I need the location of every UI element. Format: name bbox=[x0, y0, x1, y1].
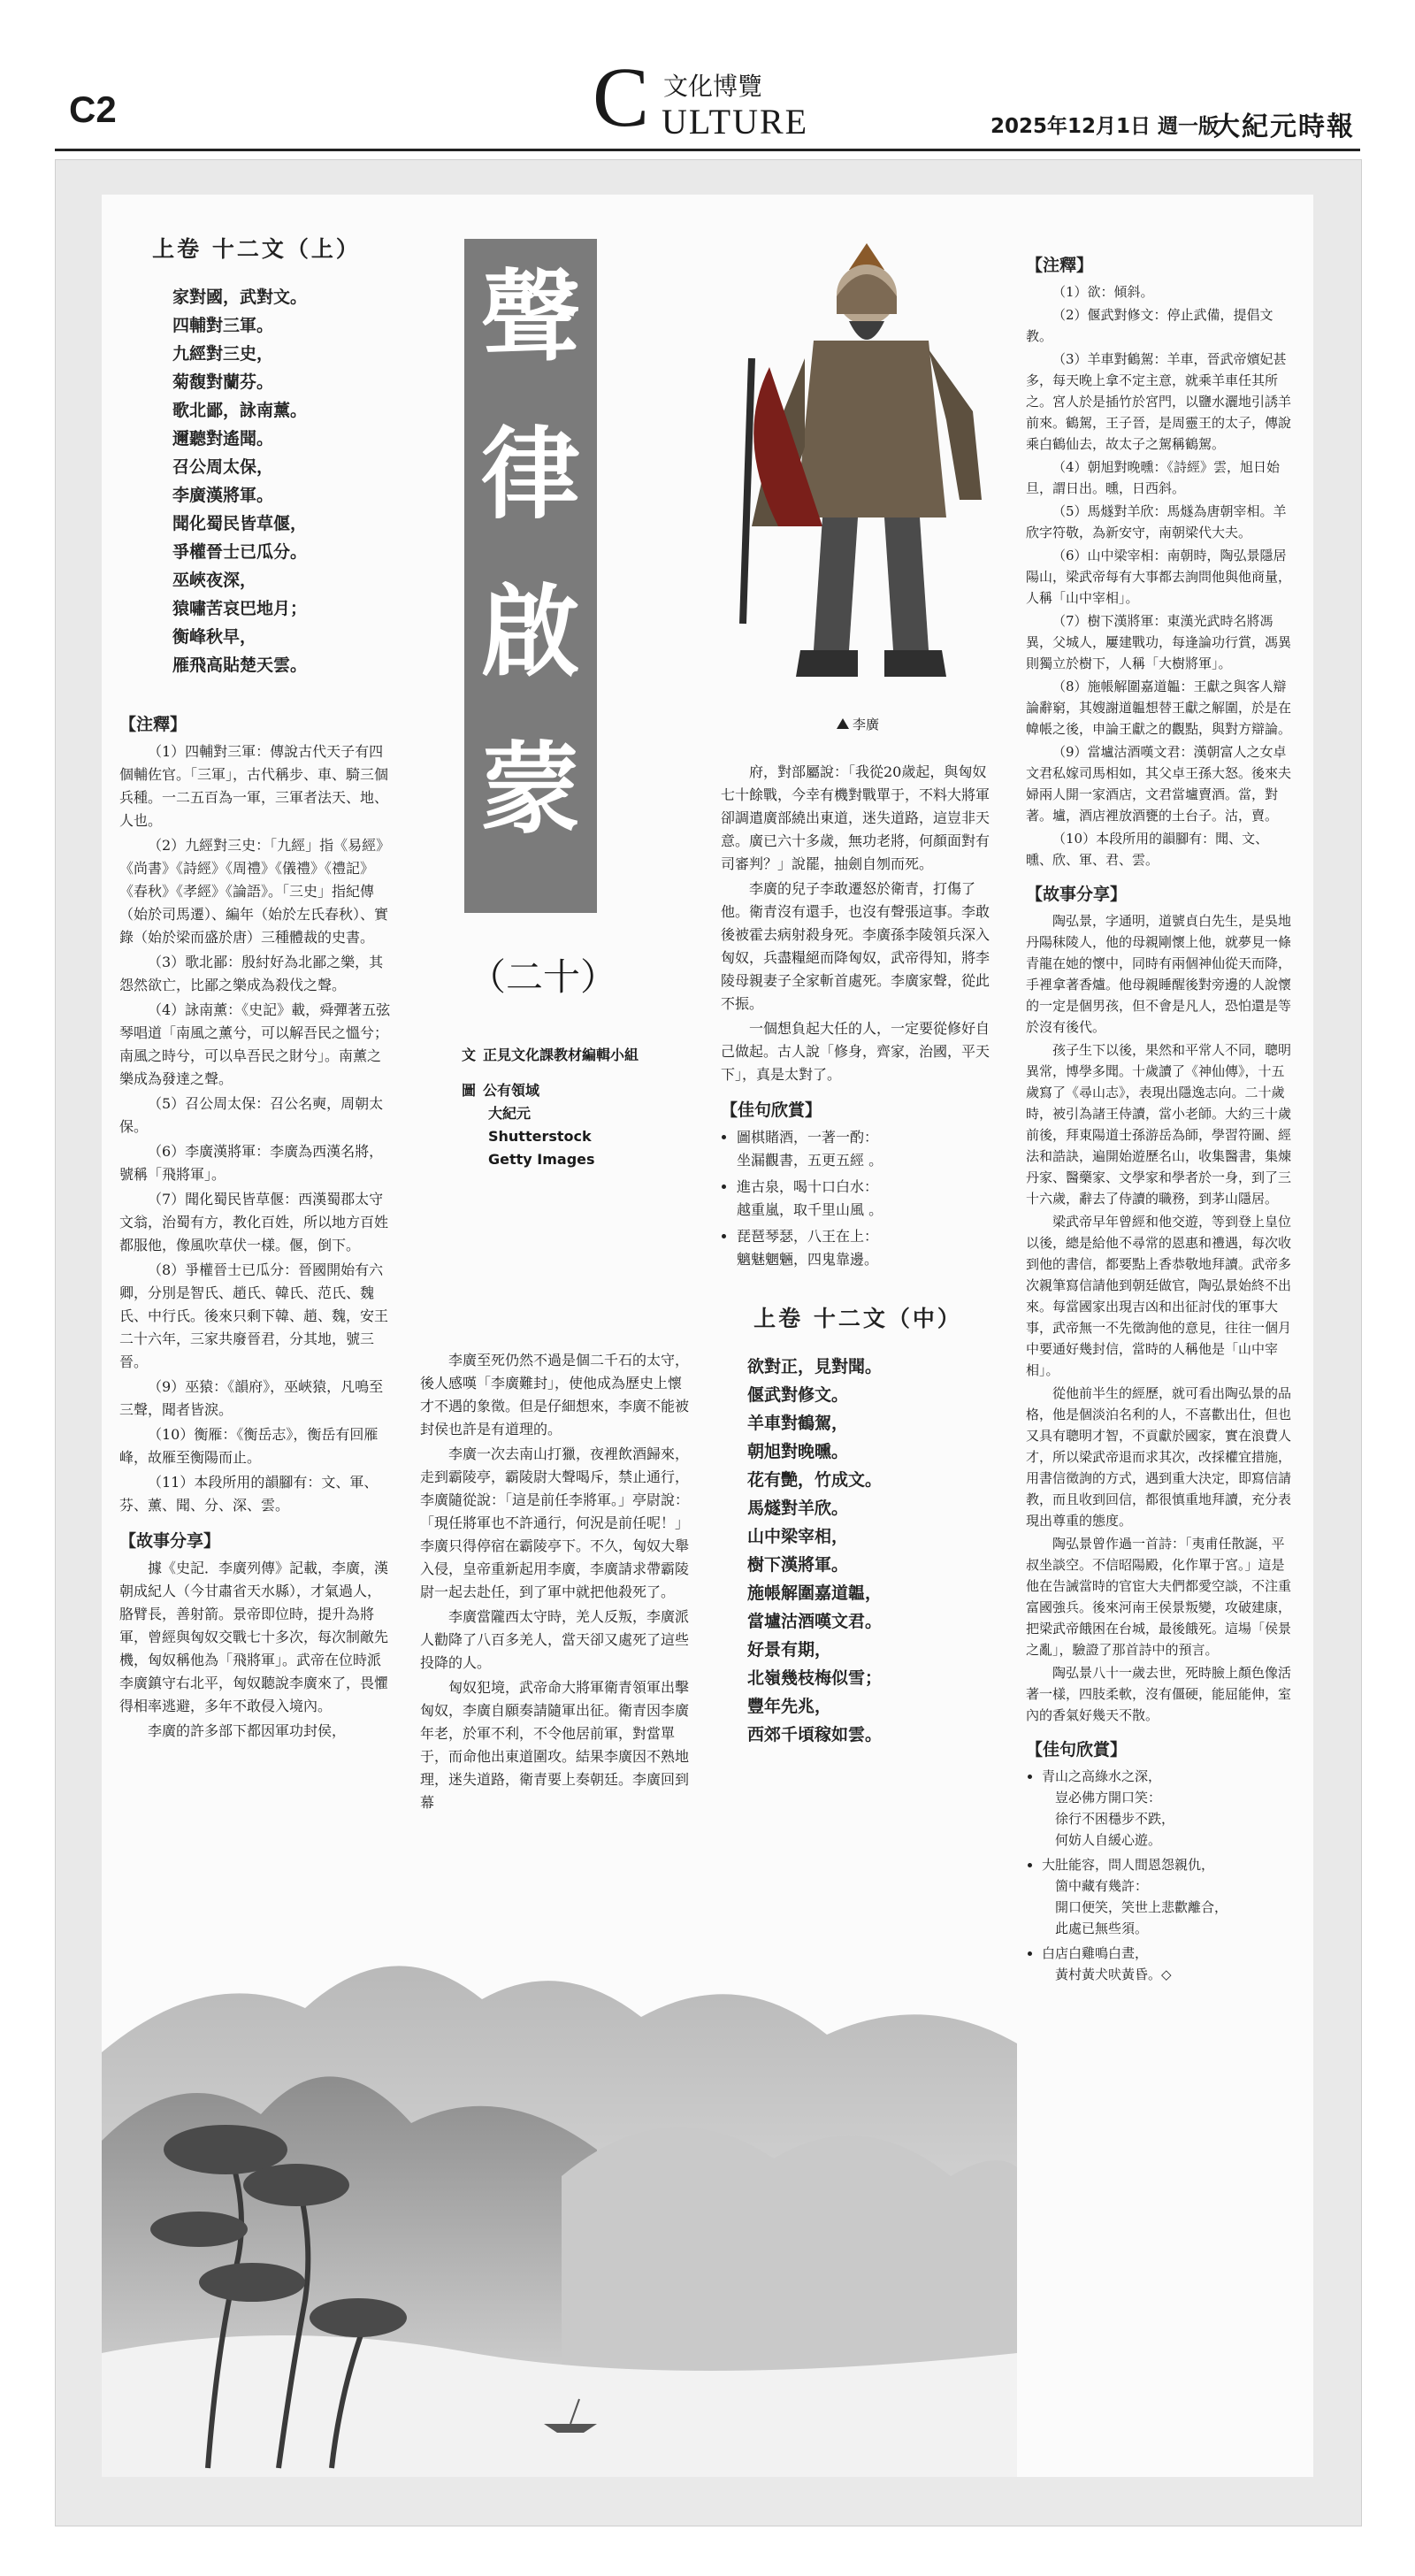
poem-line: 樹下漢將軍。 bbox=[747, 1555, 849, 1575]
poem-line: 家對國，武對文。 bbox=[172, 288, 308, 307]
poem-line: 欲對正，見對聞。 bbox=[747, 1357, 883, 1376]
left-column bbox=[119, 232, 394, 1744]
verse-line: 此處已無些須。 bbox=[1055, 1920, 1149, 1936]
credit-text: 正見文化課教材編輯小組 bbox=[483, 1046, 639, 1063]
verse-line: 魑魅魍魎，四鬼靠邊。 bbox=[737, 1251, 879, 1268]
story-paragraph: 李廣的許多部下都因軍功封侯， bbox=[148, 1722, 347, 1739]
verse-item bbox=[737, 1126, 995, 1172]
part-number: （二十） bbox=[469, 955, 618, 999]
poem-line: 施帳解圍嘉道韞， bbox=[747, 1583, 883, 1603]
verse-line: 箇中藏有幾許： bbox=[1055, 1878, 1149, 1894]
verse-item bbox=[1042, 1766, 1291, 1851]
poem-line: 爭權晉士已瓜分。 bbox=[172, 542, 308, 562]
title-char: 蒙 bbox=[481, 732, 580, 847]
story-paragraph: 李廣當隴西太守時，羌人反叛，李廣派人勸降了八百多羌人，當天卻又處死了這些投降的人。 bbox=[420, 1608, 690, 1671]
story-paragraph: 李廣的兒子李敢遷怒於衛青，打傷了他。衛青沒有還手，也沒有聲張這事。李敢後被霍去病射殺身死。李廣孫李陵領兵深入匈奴，兵盡糧絕而降匈奴，武帝得知，將李陵母親妻子全家斬首處死。李廣家聲，從此不振。 bbox=[721, 880, 990, 1012]
credit-image-item: 公有領域 bbox=[483, 1082, 540, 1099]
story-paragraph: 梁武帝早年曾經和他交遊，等到登上皇位以後，總是給他不尋常的恩惠和禮遇，每次收到他的書信，都要點上香恭敬地拜讀。武帝多次親筆寫信請他到朝廷做官，陶弘景始終不出來。每當國家出現吉凶和出征討伐的軍事大事，武帝無一不先徵詢他的意見，往往一個月中要通好幾封信，當時的人稱他是「山中宰相」。 bbox=[1026, 1214, 1292, 1378]
section-name-en: ULTURE bbox=[662, 102, 809, 142]
poem-line: 西郊千頃稼如雲。 bbox=[747, 1725, 883, 1744]
note-item: （10）本段所用的韻腳有：聞、文、曛、欣、軍、君、雲。 bbox=[1026, 831, 1269, 868]
credit-image-item: Getty Images bbox=[488, 1151, 595, 1168]
story-paragraph: 府，對部屬說：「我從20歲起，與匈奴七十餘戰，今幸有機對戰單于，不料大將軍卻調遣廣部繞出東道，迷失道路，這豈非天意。廣已六十多歲，無功老將，何顏面對有司審判？」說罷，抽劍自刎而死。 bbox=[721, 763, 990, 872]
note-item: （6）山中梁宰相：南朝時，陶弘景隱居陽山，梁武帝每有大事都去詢問他與他商量，人稱「山中宰相」。 bbox=[1026, 548, 1292, 606]
illustration-caption bbox=[837, 715, 879, 733]
verse-item bbox=[1042, 1943, 1291, 1985]
poem-line: 當壚沽酒嘆文君。 bbox=[747, 1612, 883, 1631]
story-paragraph: 孩子生下以後，果然和平常人不同，聰明異常，博學多聞。十歲讀了《神仙傳》，十五歲寫了《尋山志》，表現出隱逸志向。二十歲時，被引為諸王侍讀，當小老師。大約三十歲前後，拜東陽道士孫游岳為師，學習符圖、經法和誥訣，遍開始遊歷名山，收集醫書，集煉丹家、醫藥家、文學家和學者於一身，到了三十六歲，辭去了侍讀的職務，到茅山隱居。 bbox=[1026, 1042, 1292, 1207]
story-paragraph: 一個想負起大任的人，一定要從修好自己做起。古人說「修身，齊家，治國，平天下」，真是太對了。 bbox=[721, 1020, 990, 1083]
note-item: （11）本段所用的韻腳有：文、軍、芬、薰、聞、分、深、雲。 bbox=[119, 1474, 379, 1514]
verse-heading: 【佳句欣賞】 bbox=[721, 1100, 822, 1120]
verse-line: 坐漏觀書，五更五經 。 bbox=[737, 1152, 883, 1169]
note-item: （5）馬燧對羊欣：馬燧為唐朝宰相。羊欣字符敬，為新安守，南朝梁代大夫。 bbox=[1026, 503, 1287, 540]
credit-image-key: 圖 bbox=[462, 1082, 477, 1099]
li-guang-illustration bbox=[716, 234, 1008, 703]
article-title bbox=[464, 239, 597, 913]
poem-middle bbox=[747, 1353, 995, 1749]
header-rule bbox=[55, 149, 1360, 151]
page-header bbox=[0, 0, 1415, 150]
story-paragraph: 陶弘景曾作過一首詩：「夷甫任散誕，平叔坐談空。不信昭陽殿，化作單于宮。」這是他在告誡當時的官宦大夫們都愛空談，不注重富國強兵。後來河南王侯景叛變，攻破建康，把梁武帝餓困在台城，最後餓死。這場「侯景之亂」，驗證了那首詩中的預言。 bbox=[1026, 1536, 1292, 1658]
poem-line: 偃武對修文。 bbox=[747, 1385, 849, 1405]
verse-item bbox=[737, 1225, 995, 1271]
poem-line: 聞化蜀民皆草偃， bbox=[172, 514, 308, 533]
verse-heading: 【佳句欣賞】 bbox=[1026, 1740, 1128, 1760]
note-item: （8）施帳解圍嘉道韞：王獻之與客人辯論辭窮，其嫂謝道韞想替王獻之解圍，於是在幃帳之後，申論王獻之的觀點，與對方辯論。 bbox=[1026, 678, 1292, 737]
verse-line: 黃村黃犬吠黃昏。◇ bbox=[1055, 1966, 1172, 1982]
title-char: 聲 bbox=[481, 259, 580, 375]
right-column bbox=[1026, 252, 1291, 1989]
verse-line: 越重嵐，取千里山風 。 bbox=[737, 1201, 883, 1218]
poem-line: 北嶺幾枝梅似雪； bbox=[747, 1668, 883, 1688]
note-item: （2）九經對三史：「九經」指《易經》《尚書》《詩經》《周禮》《儀禮》《禮記》《春秋》《孝經》《論語》。「三史」指紀傳（始於司馬遷）、編年（始於左氏春秋）、實錄（始於梁而盛於唐）三種體裁的史書。 bbox=[119, 837, 391, 946]
note-item: （3）歌北鄙：殷紂好為北鄙之樂，其怨然欲亡，比鄙之樂成為殺伐之聲。 bbox=[119, 954, 384, 993]
poem-left bbox=[172, 283, 394, 679]
poem-line: 山中梁宰相， bbox=[747, 1527, 849, 1546]
poem-line: 豐年先兆， bbox=[747, 1697, 832, 1716]
verse-line: 開口便笑，笑世上悲歡離合， bbox=[1055, 1899, 1228, 1915]
poem-line: 四輔對三軍。 bbox=[172, 316, 274, 335]
section-name-cn: 文化博覽 bbox=[663, 72, 763, 101]
caption-text: 李廣 bbox=[853, 717, 880, 732]
verse-line: • 青山之高綠水之深， bbox=[1042, 1768, 1162, 1784]
verse-line: 何妨人自緩心遊。 bbox=[1055, 1832, 1162, 1848]
note-item: （9）當壚沽酒嘆文君：漢朝富人之女卓文君私嫁司馬相如，其父卓王孫大怒。後來夫婦兩人開一家酒店，文君當壚賣酒。當，對著。壚，酒店裡放酒甕的土台子。沽，賣。 bbox=[1026, 744, 1292, 824]
verse-item bbox=[737, 1176, 995, 1222]
credit-image-item: 大紀元 bbox=[488, 1105, 532, 1122]
center-right-column bbox=[721, 761, 995, 1749]
poem-line: 花有艷，竹成文。 bbox=[747, 1470, 883, 1490]
verse-line: • 琵琶琴瑟，八王在上： bbox=[737, 1228, 879, 1245]
note-item: （4）詠南薰：《史記》載，舜彈著五弦琴唱道「南風之薰兮，可以解吾民之慍兮；南風之時兮，可以阜吾民之財兮」。南薰之樂成為發達之聲。 bbox=[119, 1001, 391, 1087]
note-item: （9）巫猿：《韻府》，巫峽猿，凡鳴至三聲，聞者皆淚。 bbox=[119, 1378, 384, 1418]
verse-line: 徐行不困穩步不跌， bbox=[1055, 1811, 1175, 1827]
page-number: C2 bbox=[69, 88, 117, 130]
section-title-middle: 上卷 十二文（中） bbox=[753, 1306, 962, 1331]
verse-item bbox=[1042, 1854, 1291, 1939]
poem-line: 召公周太保， bbox=[172, 457, 274, 477]
story-paragraph: 匈奴犯境，武帝命大將軍衛青領軍出擊匈奴，李廣自願奏請隨軍出征。衛青因李廣年老，於軍不利，不令他居前軍，對當單于，而命他出東道圍攻。結果李廣因不熟地理，迷失道路，衛青要上奏朝廷。李廣回到幕 bbox=[420, 1679, 690, 1811]
poem-line: 猿嘯苦哀巴地月； bbox=[172, 599, 308, 618]
poem-line: 雁飛高貼楚天雲。 bbox=[172, 656, 308, 675]
title-char: 律 bbox=[481, 417, 580, 533]
landscape-illustration bbox=[102, 1858, 1017, 2477]
title-char: 啟 bbox=[481, 574, 580, 690]
verse-line: • 進古泉，喝十口白水： bbox=[737, 1178, 879, 1195]
story-heading: 【故事分享】 bbox=[1026, 885, 1128, 904]
credit-text-key: 文 bbox=[462, 1046, 477, 1063]
note-item: （1）四輔對三軍：傳說古代天子有四個輔佐官。「三軍」，古代稱步、車、騎三個兵種。一二五百為一軍，三軍者法天、地、人也。 bbox=[119, 743, 389, 829]
verse-line: 豈必佛方開口笑： bbox=[1055, 1790, 1162, 1806]
poem-line: 羊車對鶴駕， bbox=[747, 1414, 849, 1433]
verse-line: • 白店白雞鳴白晝， bbox=[1042, 1945, 1149, 1961]
story-paragraph: 陶弘景，字通明，道號貞白先生，是吳地丹陽秣陵人，他的母親剛懷上他，就夢見一條青龍在她的懷中，同時有兩個神仙從天而降，手裡拿著香爐。他母親睡醒後對旁邊的人說懷的一定是個男孩，但不會是凡人，恐怕還是等於沒有後代。 bbox=[1026, 913, 1292, 1035]
masthead-logo: 大紀元時報 bbox=[1213, 111, 1355, 142]
note-item: （7）樹下漢將軍：東漢光武時名將馮異，父城人，屢建戰功，每逢論功行賞，馮異則獨立於樹下，人稱「大樹將軍」。 bbox=[1026, 613, 1292, 671]
poem-line: 歌北鄙，詠南薰。 bbox=[172, 401, 308, 420]
poem-line: 李廣漢將軍。 bbox=[172, 486, 274, 505]
poem-line: 好景有期， bbox=[747, 1640, 832, 1660]
note-item: （7）聞化蜀民皆草偃：西漢蜀郡太守文翁，治蜀有方，教化百姓，所以地方百姓都服他，像風吹草伏一樣。偃，倒下。 bbox=[119, 1191, 389, 1254]
poem-line: 邇聽對遙聞。 bbox=[172, 429, 274, 448]
verse-line: • 大肚能容，問人間恩怨親仇， bbox=[1042, 1857, 1215, 1873]
section-initial: C bbox=[593, 50, 650, 144]
poem-line: 馬燧對羊欣。 bbox=[747, 1499, 849, 1518]
issue-date: 2025年12月1日 週一版 bbox=[990, 115, 1220, 138]
poem-line: 菊馥對蘭芬。 bbox=[172, 372, 274, 392]
note-item: （6）李廣漢將軍：李廣為西漢名將，號稱「飛將軍」。 bbox=[119, 1143, 384, 1183]
story-paragraph: 據《史記．李廣列傳》記載，李廣，漢朝成紀人（今甘肅省天水縣），才氣過人，胳臂長，善射箭。景帝即位時，提升為將軍，曾經與匈奴交戰七十多次，每次制敵先機，匈奴稱他為「飛將軍」。武帝在位時派李廣鎮守右北平，匈奴聽說李廣來了，畏懼得相率逃避，多年不敢侵入境內。 bbox=[119, 1560, 389, 1714]
note-item: （8）爭權晉士已瓜分：晉國開始有六卿，分別是智氏、趙氏、韓氏、范氏、魏氏、中行氏。後來只剩下韓、趙、魏，安王二十六年，三家共廢晉君，分其地，號三晉。 bbox=[119, 1261, 389, 1370]
poem-line: 九經對三史， bbox=[172, 344, 274, 364]
credits-block bbox=[462, 1044, 639, 1171]
verse-line: • 圖棋賭酒，一著一酌： bbox=[737, 1129, 879, 1146]
note-item: （3）羊車對鶴駕：羊車，晉武帝嬪妃甚多，每天晚上拿不定主意，就乘羊車任其所之。宮人於是插竹於宮門，以鹽水灑地引誘羊前來。鶴駕，王子晉，是周靈王的太子，傳說乘白鶴仙去，故太子之駕稱鶴駕。 bbox=[1026, 351, 1292, 452]
note-item: （10）衡雁：《衡岳志》，衡岳有回雁峰，故雁至衡陽而止。 bbox=[119, 1426, 379, 1466]
note-item: （1）欲：傾斜。 bbox=[1052, 284, 1154, 300]
story-paragraph: 陶弘景八十一歲去世，死時臉上顏色像活著一樣，四肢柔軟，沒有僵硬，能屈能伸，室內的香氣好幾天不散。 bbox=[1026, 1665, 1292, 1723]
poem-line: 衡峰秋早， bbox=[172, 627, 257, 647]
note-item: （2）偃武對修文：停止武備，提倡文教。 bbox=[1026, 307, 1274, 344]
credit-image-item: Shutterstock bbox=[488, 1128, 592, 1145]
caption-triangle-icon bbox=[837, 718, 849, 729]
story-paragraph: 李廣一次去南山打獵，夜裡飲酒歸來，走到霸陵亭，霸陵尉大聲喝斥，禁止通行，李廣隨從說：「這是前任李將軍。」亭尉說：「現任將軍也不許通行，何況是前任呢！」李廣只得停宿在霸陵亭下。不久，匈奴大舉入侵，皇帝重新起用李廣，李廣請求帶霸陵尉一起去赴任，到了軍中就把他殺死了。 bbox=[420, 1445, 690, 1600]
section-title-left: 上卷 十二文（上） bbox=[152, 236, 361, 262]
story-heading: 【故事分享】 bbox=[119, 1531, 221, 1551]
poem-line: 巫峽夜深， bbox=[172, 571, 257, 590]
verse-list bbox=[1026, 1766, 1291, 1985]
notes-heading: 【注釋】 bbox=[1026, 256, 1094, 275]
story-paragraph: 李廣至死仍然不過是個二千石的太守，後人感嘆「李廣難封」，使他成為歷史上懷才不遇的象徵。但是仔細想來，李廣不能被封侯也許是有道理的。 bbox=[420, 1352, 690, 1438]
poem-line: 朝旭對晚曛。 bbox=[747, 1442, 849, 1461]
verse-list bbox=[721, 1126, 995, 1271]
note-item: （4）朝旭對晚曛：《詩經》雲，旭日始旦，謂日出。曛，日西斜。 bbox=[1026, 459, 1281, 496]
middle-column bbox=[420, 1349, 694, 1816]
notes-heading: 【注釋】 bbox=[119, 715, 187, 734]
note-item: （5）召公周太保：召公名奭，周朝太保。 bbox=[119, 1095, 384, 1135]
story-paragraph: 從他前半生的經歷，就可看出陶弘景的品格，他是個淡泊名利的人，不喜歡出仕，但也又具有聰明才智，不貢獻於國家，實在浪費人才，所以梁武帝退而求其次，改採權宜措施，用書信徵詢的方式，遇到重大決定，即寫信請教，而且收到回信，都很慎重地拜讀，充分表現出尊重的態度。 bbox=[1026, 1385, 1292, 1529]
